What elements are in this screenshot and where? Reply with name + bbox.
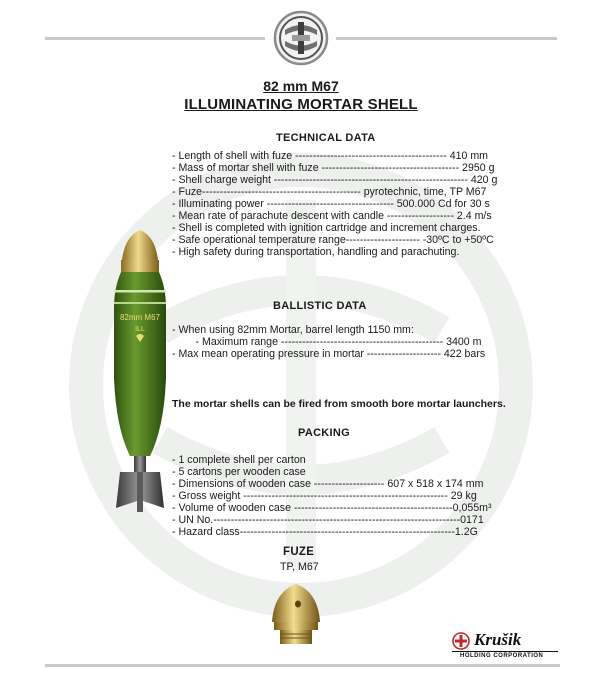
packing-line: - Volume of wooden case ---------------------------------------------0,055m³ — [172, 502, 492, 514]
shell-marking-type: ILL — [135, 326, 145, 333]
technical-line: - Mean rate of parachute descent with candle ------------------- 2.4 m/s — [172, 210, 492, 222]
company-rule — [452, 651, 558, 652]
page-title-product: ILLUMINATING MORTAR SHELL — [184, 96, 418, 113]
technical-line: - High safety during transportation, handling and parachuting. — [172, 246, 460, 258]
shell-marking-caliber: 82mm M67 — [119, 313, 161, 322]
technical-data-heading: TECHNICAL DATA — [276, 132, 376, 144]
header-rule-right — [336, 37, 557, 40]
technical-line: - Mass of mortar shell with fuze --------------------------------------- 2950 g — [172, 162, 495, 174]
company-name: Krušik — [474, 630, 522, 649]
packing-line: - Hazard class-------------------------------------------------------------1.2G — [172, 526, 478, 538]
technical-line: - Shell is completed with ignition cartridge and increment charges. — [172, 222, 481, 234]
ballistic-line: - Maximum range ---------------------------------------------- 3400 m — [172, 336, 482, 348]
packing-line: - UN No.----------------------------------------------------------------------0171 — [172, 514, 484, 526]
technical-line: - Safe operational temperature range--------------------- -30ºC to +50ºC — [172, 234, 494, 246]
mortar-shell-image — [110, 228, 170, 518]
packing-line: - 5 cartons per wooden case — [172, 466, 306, 478]
packing-heading: PACKING — [298, 427, 351, 439]
fuze-heading: FUZE — [283, 546, 315, 558]
ballistic-data-heading: BALLISTIC DATA — [273, 300, 367, 312]
ballistic-line: - When using 82mm Mortar, barrel length 1150 mm: — [172, 324, 414, 336]
page-title-caliber: 82 mm M67 — [263, 78, 339, 94]
fuze-value: TP, M67 — [280, 561, 319, 573]
footer-rule — [45, 664, 560, 667]
company-subtitle: HOLDING CORPORATION — [460, 653, 544, 659]
packing-line: - Gross weight ---------------------------------------------------------- 29 kg — [172, 490, 477, 502]
ballistic-line: - Max mean operating pressure in mortar --------------------- 422 bars — [172, 348, 486, 360]
technical-line: - Shell charge weight ------------------------------------------------------- 420 g — [172, 174, 498, 186]
technical-line: - Illuminating power ------------------------------------ 500.000 Cd for 30 s — [172, 198, 490, 210]
packing-line: - Dimensions of wooden case -------------------- 607 x 518 x 174 mm — [172, 478, 484, 490]
company-emblem-icon — [273, 10, 329, 66]
fuze-image — [268, 582, 324, 646]
packing-line: - 1 complete shell per carton — [172, 454, 306, 466]
technical-line: - Length of shell with fuze ------------------------------------------- 410 mm — [172, 150, 488, 162]
company-mark-icon — [452, 632, 470, 650]
launcher-note: The mortar shells can be fired from smooth bore mortar launchers. — [172, 398, 506, 410]
technical-line: - Fuze--------------------------------------------- pyrotechnic, time, TP M67 — [172, 186, 487, 198]
header-rule-left — [45, 37, 265, 40]
company-logo — [452, 630, 558, 662]
